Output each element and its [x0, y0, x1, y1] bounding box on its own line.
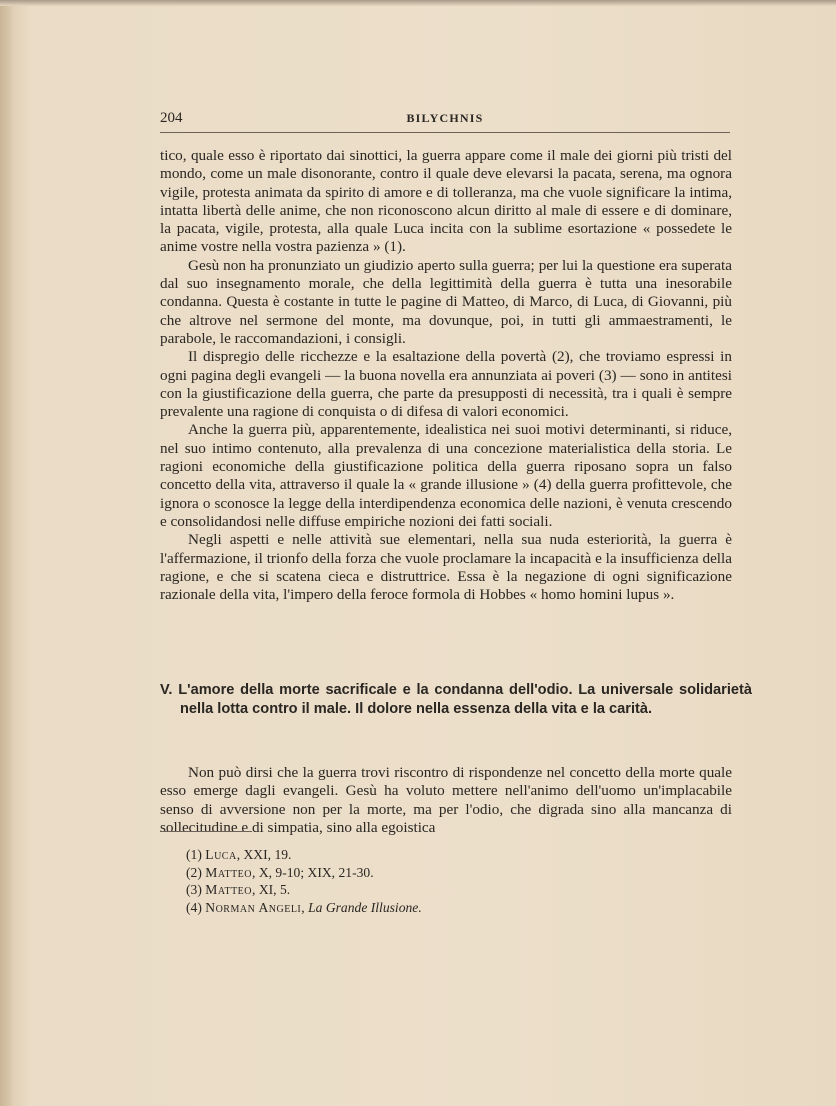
paragraph: Anche la guerra più, apparentemente, idealistica nei suoi motivi determinanti, si riduce, nel suo intimo contenuto, alla prevalenza di una concezione materialistica della storia. Le ragioni economiche della giustificazione politica della guerra riposano sopra un falso concetto della vita, attraverso il quale la « grande illusione » (4) della guerra profittevole, che ignora o sconosce la legge della interdipendenza economica delle nazioni, è venuta crescendo e consolidandosi nelle diffuse empiriche nozioni dei fatti sociali. [160, 421, 732, 530]
footnote [186, 846, 686, 864]
footnote-reference: , XXI, 19. [236, 847, 292, 862]
footnote-author: Matteo [205, 882, 253, 897]
footnote-title: La Grande Illusione. [308, 899, 422, 915]
footnote [186, 899, 686, 917]
page-header [160, 110, 730, 133]
footnote-reference: , [301, 899, 309, 915]
footnote-author: Norman Angeli [205, 899, 302, 915]
paragraph: Il dispregio delle ricchezze e la esaltazione della povertà (2), che troviamo espressi in ogni pagina degli evangeli — la buona novella era annunziata ai poveri (3) — sono in antitesi con la giustificazione della guerra, che parte da presupposti di necessità, tra i quali è sempre prevalente una ragione di conquista o di difesa di valori economici. [160, 348, 732, 421]
paragraph: Non può dirsi che la guerra trovi riscontro di rispondenze nel concetto della morte quale esso emerge dagli evangeli. Gesù ha voluto mettere nell'animo dell'uomo un'implacabile senso di avversione non per la morte, ma per l'odio, che digrada sino alla mancanza di sollecitudine e di simpatia, sino alla egoistica [160, 764, 732, 837]
footnote [186, 881, 686, 899]
footnote-rule [160, 831, 252, 832]
footnote-author: Matteo [205, 864, 253, 880]
footnote-number: (2) [186, 864, 202, 880]
footnote-author: Luca [205, 847, 237, 862]
paragraph: Gesù non ha pronunziato un giudizio aperto sulla guerra; per lui la questione era superata dal suo insegnamento morale, che della legittimità della guerra è tutta una inesorabile condanna. Questa è costante in tutte le pagine di Matteo, di Marco, di Luca, di Giovanni, più che altrove nel sermone del monte, ma dovunque, poi, in tutti gli ammaestramenti, le parabole, le raccomandazioni, i consigli. [160, 256, 732, 347]
body-text [160, 147, 732, 604]
paragraph: Negli aspetti e nelle attività sue elementari, nella sua nuda esteriorità, la guerra è l'affermazione, il trionfo della forza che vuole proclamare la incapacità e la insufficienza della ragione, e che si scatena cieca e distruttrice. Essa è la negazione di ogni significazione razionale della vita, l'impero della feroce formola di Hobbes « homo homini lupus ». [160, 531, 732, 604]
page-top-edge [0, 0, 836, 6]
section-heading: V. L'amore della morte sacrificale e la condanna dell'odio. La universale solidarietà nella lotta contro il male. Il dolore nella essenza della vita e la carità. [160, 682, 752, 717]
running-title: BILYCHNIS [406, 111, 484, 125]
paragraph: tico, quale esso è riportato dai sinottici, la guerra appare come il male dei giorni più tristi del mondo, come un male disonorante, contro il quale deve elevarsi la pacata, serena, ma ognora vigile, protesta animata da spirito di amore e di tolleranza, ma che vuole significare la intima, intatta libertà delle anime, che non riconoscono alcun diritto al male di essere e di dominare, la pacata, vigile, protesta, alla quale Luca incita con la sublime esortazione « possedete le anime vostre nella vostra pazienza » (1). [160, 147, 732, 256]
footnote-number: (4) [186, 899, 202, 915]
footnote-number: (1) [186, 847, 202, 862]
footnote [186, 864, 686, 882]
section-body [160, 749, 732, 853]
footnotes [186, 846, 686, 916]
page-left-edge [0, 0, 12, 1106]
footnote-reference: , X, 9-10; XIX, 21-30. [252, 864, 374, 880]
footnote-number: (3) [186, 882, 202, 897]
footnote-reference: , XI, 5. [252, 882, 291, 897]
page-number: 204 [160, 110, 183, 126]
